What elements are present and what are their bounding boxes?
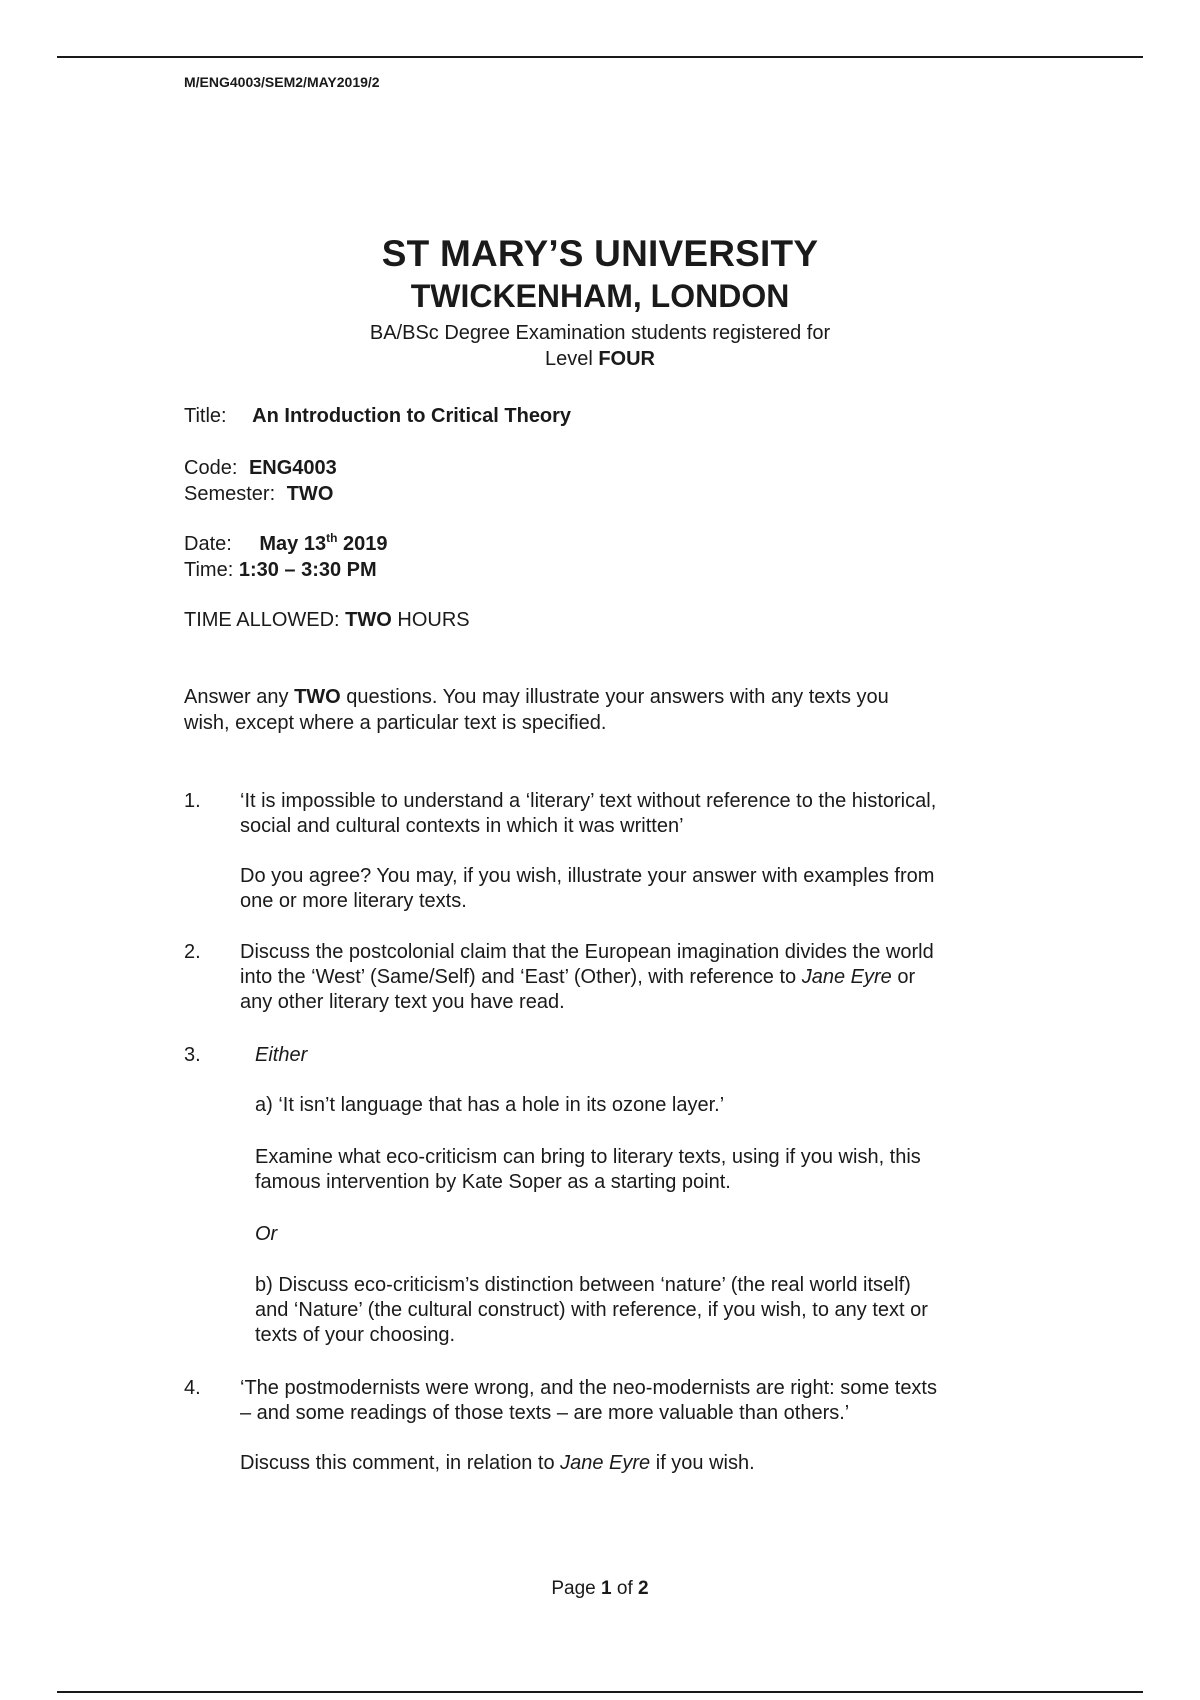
question-3b-text: b) Discuss eco-criticism’s distinction between ‘nature’ (the real world itself) and ‘Nature’ (the cultural construct) with reference, if you wish, to any text or texts of your choosing.	[255, 1274, 928, 1346]
question-3-either: Either	[255, 1044, 308, 1066]
question-3a-text: Examine what eco-criticism can bring to literary texts, using if you wish, this famous intervention by Kate Soper as a starting point.	[255, 1146, 921, 1193]
semester-row	[184, 482, 333, 507]
date-row	[184, 532, 387, 557]
semester-value: TWO	[286, 483, 334, 505]
question-1-text: ‘It is impossible to understand a ‘literary’ text without reference to the historical, social and cultural contexts in which it was written’	[240, 790, 937, 837]
title-row	[184, 404, 571, 429]
question-1-followup: Do you agree? You may, if you wish, illustrate your answer with examples from one or more literary texts.	[240, 865, 935, 912]
course-code: ENG4003	[248, 457, 337, 479]
question-3-number: 3.	[184, 1044, 201, 1066]
semester-label: Semester:	[184, 483, 276, 505]
bottom-rule	[57, 1691, 1143, 1693]
instructions: Answer any TWO questions. You may illustrate your answers with any texts you wish, except where a particular text is specified.	[184, 686, 889, 734]
exam-level: Level FOUR	[544, 348, 656, 370]
university-name: ST MARY’S UNIVERSITY	[381, 233, 819, 274]
question-3-or: Or	[255, 1223, 278, 1245]
question-1-number: 1.	[184, 790, 201, 812]
institution-heading	[0, 232, 1200, 372]
title-label: Title:	[184, 405, 227, 427]
question-4-followup: Discuss this comment, in relation to Jane Eyre if you wish.	[240, 1452, 755, 1474]
code-label: Code:	[184, 457, 238, 479]
exam-date: May 13th 2019	[259, 531, 388, 555]
top-rule	[57, 56, 1143, 58]
exam-description: BA/BSc Degree Examination students registered for	[369, 322, 831, 344]
course-title: An Introduction to Critical Theory	[252, 405, 572, 427]
level-value: FOUR	[598, 348, 656, 370]
question-2-number: 2.	[184, 941, 201, 963]
question-2-text: Discuss the postcolonial claim that the European imagination divides the world into the ‘West’ (Same/Self) and ‘East’ (Other), with reference to Jane Eyre or any other literary text you have read.	[240, 941, 934, 1013]
page-number: Page 1 of 2	[551, 1578, 649, 1599]
time-label: Time:	[184, 559, 234, 581]
question-4-number: 4.	[184, 1377, 201, 1399]
exam-reference: M/ENG4003/SEM2/MAY2019/2	[184, 74, 380, 90]
code-row	[184, 456, 337, 481]
question-4-text: ‘The postmodernists were wrong, and the neo-modernists are right: some texts – and some readings of those texts – are more valuable than others.’	[240, 1377, 937, 1424]
date-label: Date:	[184, 533, 232, 555]
time-allowed: TIME ALLOWED: TWO HOURS	[184, 609, 470, 631]
question-3a-quote: a) ‘It isn’t language that has a hole in its ozone layer.’	[255, 1094, 725, 1116]
university-location: TWICKENHAM, LONDON	[410, 278, 790, 314]
time-row	[184, 558, 377, 583]
exam-time: 1:30 – 3:30 PM	[238, 559, 377, 581]
